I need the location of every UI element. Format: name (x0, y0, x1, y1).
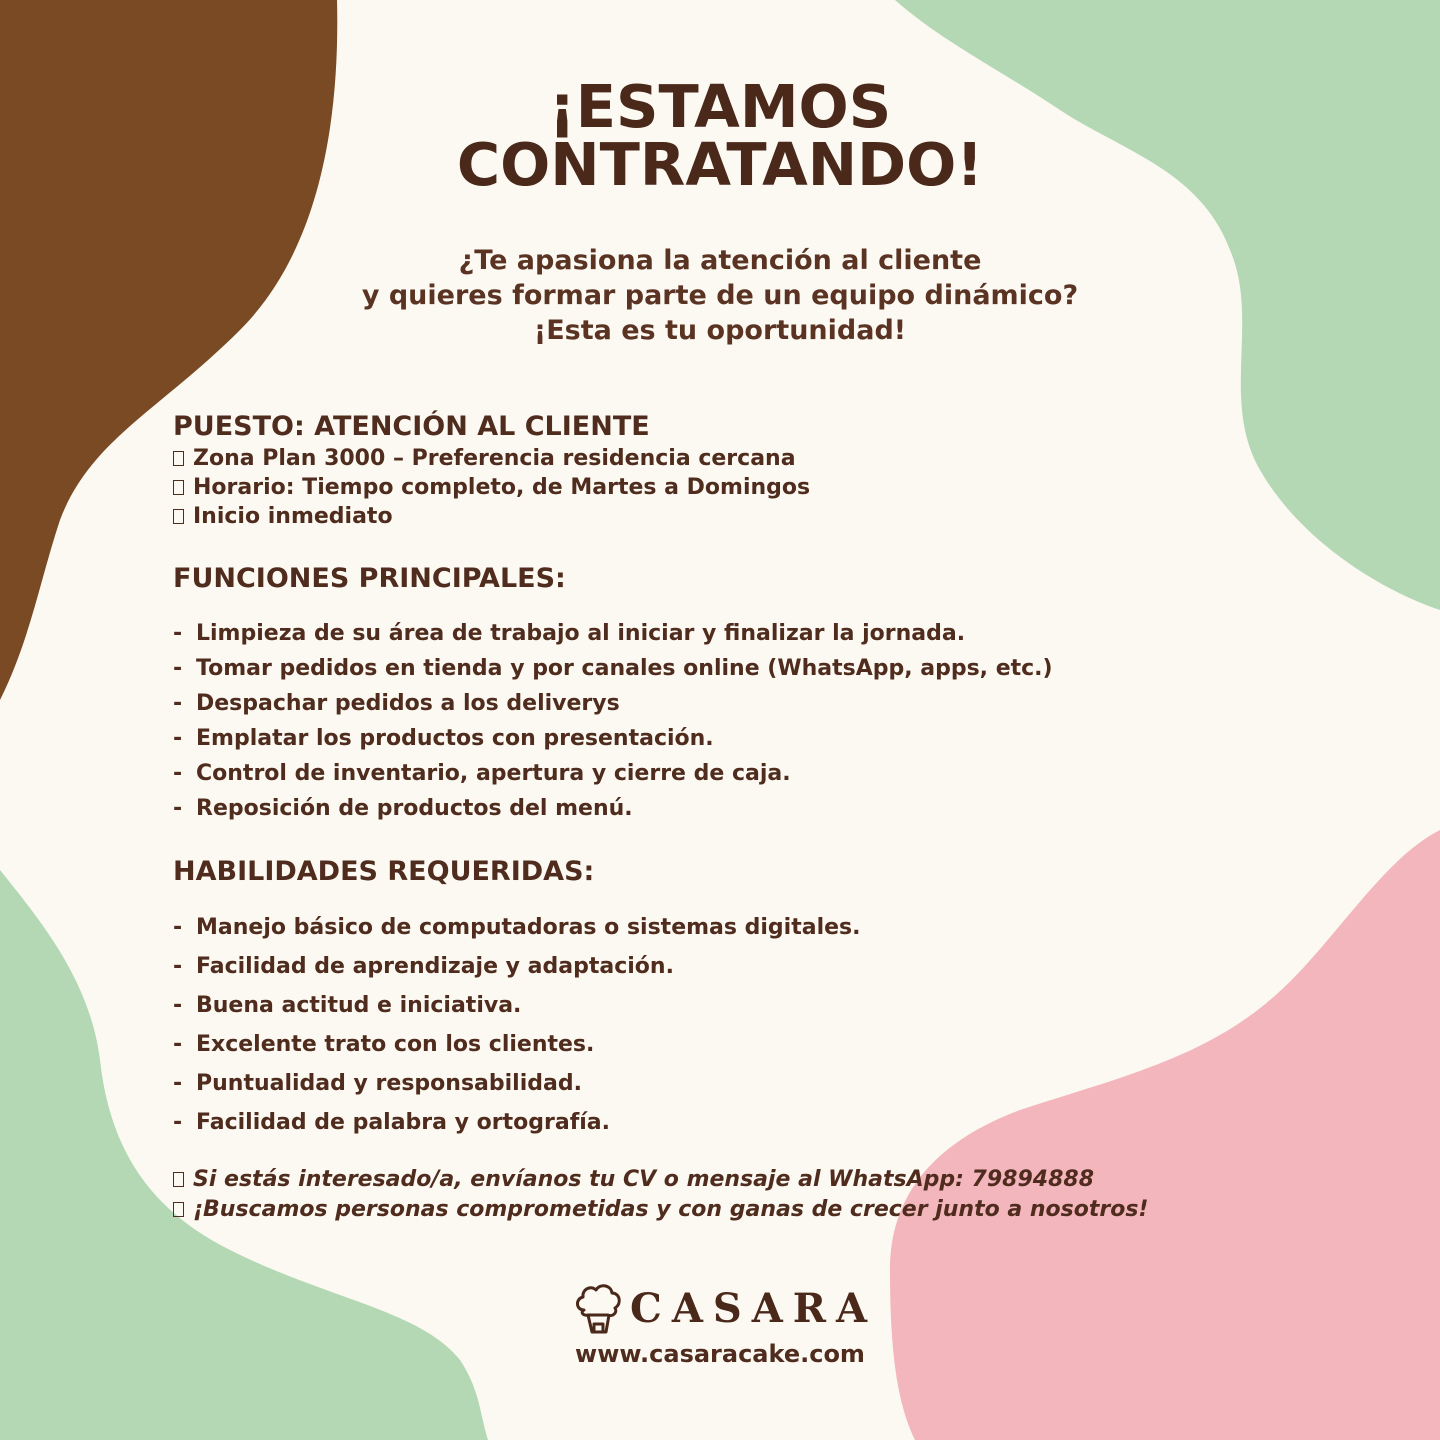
intro-text (0, 243, 1440, 348)
skill-item: - Manejo básico de computadoras o sistemas digitales. (173, 915, 861, 940)
headline-line-1: ¡ESTAMOS (548, 72, 892, 141)
skill-item: - Facilidad de aprendizaje y adaptación. (173, 954, 674, 979)
intro-line-1: ¿Te apasiona la atención al cliente (458, 245, 982, 276)
brand-logo (572, 1280, 877, 1336)
intro-line-2: y quieres formar parte de un equipo dinámico? (361, 280, 1079, 311)
position-heading: PUESTO: ATENCIÓN AL CLIENTE (173, 411, 650, 442)
position-detail: Horario: Tiempo completo, de Martes a Domingos (173, 475, 810, 500)
skills-heading: HABILIDADES REQUERIDAS: (173, 856, 595, 887)
cta-closing-line: ¡Buscamos personas comprometidas y con ganas de crecer junto a nosotros! (173, 1197, 1148, 1222)
checkbox-glyph-icon (173, 1172, 184, 1187)
skill-item: - Buena actitud e iniciativa. (173, 993, 522, 1018)
checkbox-glyph-icon (173, 480, 184, 495)
brand-name: CASARA (630, 1284, 878, 1332)
checkbox-glyph-icon (173, 509, 184, 524)
function-item: - Control de inventario, apertura y cierre de caja. (173, 761, 791, 786)
skill-item: - Excelente trato con los clientes. (173, 1032, 595, 1057)
function-item: - Limpieza de su área de trabajo al iniciar y finalizar la jornada. (173, 621, 966, 646)
position-detail: Inicio inmediato (173, 504, 393, 529)
functions-heading: FUNCIONES PRINCIPALES: (173, 563, 566, 594)
position-detail: Zona Plan 3000 – Preferencia residencia cercana (173, 446, 796, 471)
checkbox-glyph-icon (173, 1202, 184, 1217)
checkbox-glyph-icon (173, 451, 184, 466)
function-item: - Tomar pedidos en tienda y por canales online (WhatsApp, apps, etc.) (173, 656, 1053, 681)
skill-item: - Facilidad de palabra y ortografía. (173, 1110, 611, 1135)
cupcake-house-icon (572, 1280, 624, 1336)
website-link[interactable]: www.casaracake.com (575, 1340, 865, 1368)
function-item: - Emplatar los productos con presentación. (173, 726, 714, 751)
headline-line-2: CONTRATANDO! (456, 130, 984, 199)
function-item: - Reposición de productos del menú. (173, 796, 633, 821)
function-item: - Despachar pedidos a los deliverys (173, 691, 620, 716)
skill-item: - Puntualidad y responsabilidad. (173, 1071, 582, 1096)
intro-line-3: ¡Esta es tu oportunidad! (533, 315, 907, 346)
cta-contact-line: Si estás interesado/a, envíanos tu CV o mensaje al WhatsApp: 79894888 (173, 1167, 1094, 1192)
